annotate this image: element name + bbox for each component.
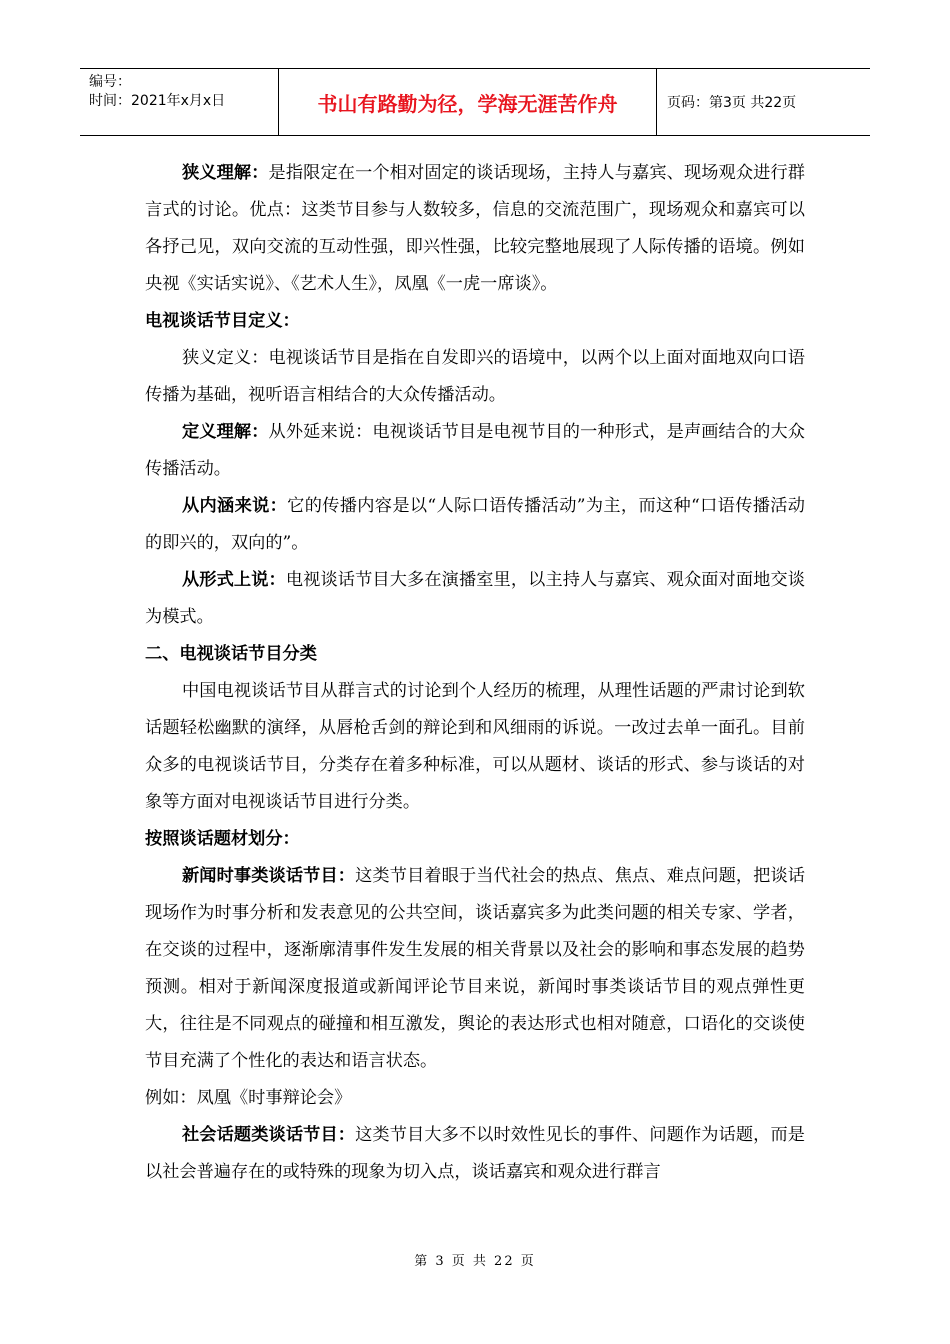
paragraph-lead: 从形式上说： [182,570,286,590]
paragraph-text: 这类节目大多不以时效性见长的事件、问题作为话题，而是以社会普遍存在的或特殊的现象为切入点，谈话嘉宾和观众进行群言 [145,1125,805,1182]
paragraph-lead: 定义理解： [182,422,269,442]
date-label: 时间：2021年x月x日 [89,93,226,109]
header-page-info: 页码：第3页 共22页 [667,95,797,111]
section-heading: 按照谈话题材划分： [145,829,300,849]
paragraph-lead: 社会话题类谈话节目： [182,1125,356,1145]
paragraph-lead: 狭义理解： [182,163,269,183]
paragraph-text: 电视谈话节目大多在演播室里，以主持人与嘉宾、观众面对面地交谈为模式。 [145,570,805,627]
paragraph-text: 是指限定在一个相对固定的谈话现场，主持人与嘉宾、现场观众进行群言式的讨论。优点：这类节目参与人数较多，信息的交流范围广，现场观众和嘉宾可以各抒己见，双向交流的互动性强，即兴性强，比较完整地展现了人际传播的语境。例如央视《实话实说》、《艺术人生》，凤凰《一虎一席谈》。 [145,163,805,294]
paragraph [145,1117,805,1191]
paragraph [145,340,805,414]
paragraph-text: 它的传播内容是以“人际口语传播活动”为主，而这种“口语传播活动的即兴的，双向的”。 [145,496,805,553]
paragraph [145,155,805,303]
paragraph-text: 狭义定义：电视谈话节目是指在自发即兴的语境中，以两个以上面对面地双向口语传播为基础，视听语言相结合的大众传播活动。 [145,348,805,405]
serial-label: 编号： [89,74,131,90]
paragraph [145,673,805,821]
header-motto: 书山有路勤为径，学海无涯苦作舟 [279,69,657,135]
page-footer: 第 3 页 共 22 页 [414,1254,536,1269]
paragraph-text: 中国电视谈话节目从群言式的讨论到个人经历的梳理，从理性话题的严肃讨论到软话题轻松幽默的演绎，从唇枪舌剑的辩论到和风细雨的诉说。一改过去单一面孔。目前众多的电视谈话节目，分类存在着多种标准，可以从题材、谈话的形式、参与谈话的对象等方面对电视谈话节目进行分类。 [145,681,805,812]
paragraph [145,562,805,636]
header-meta [80,69,279,135]
paragraph-lead: 新闻时事类谈话节目： [182,866,356,886]
paragraph-lead: 从内涵来说： [182,496,288,516]
paragraph [145,858,805,1080]
paragraph-text: 从外延来说：电视谈话节目是电视节目的一种形式，是声画结合的大众传播活动。 [145,422,805,479]
paragraph-example: 例如：凤凰《时事辩论会》 [145,1088,352,1108]
document-body [145,155,805,1191]
section-heading: 电视谈话节目定义： [145,311,300,331]
paragraph-text: 这类节目着眼于当代社会的热点、焦点、难点问题，把谈话现场作为时事分析和发表意见的公共空间，谈话嘉宾多为此类问题的相关专家、学者，在交谈的过程中，逐渐廓清事件发生发展的相关背景以及社会的影响和事态发展的趋势预测。相对于新闻深度报道或新闻评论节目来说，新闻时事类谈话节目的观点弹性更大，往往是不同观点的碰撞和相互激发，舆论的表达形式也相对随意，口语化的交谈使节目充满了个性化的表达和语言状态。 [145,866,805,1071]
paragraph [145,414,805,488]
section-heading: 二、电视谈话节目分类 [145,644,317,664]
paragraph [145,488,805,562]
page-header [80,68,870,136]
